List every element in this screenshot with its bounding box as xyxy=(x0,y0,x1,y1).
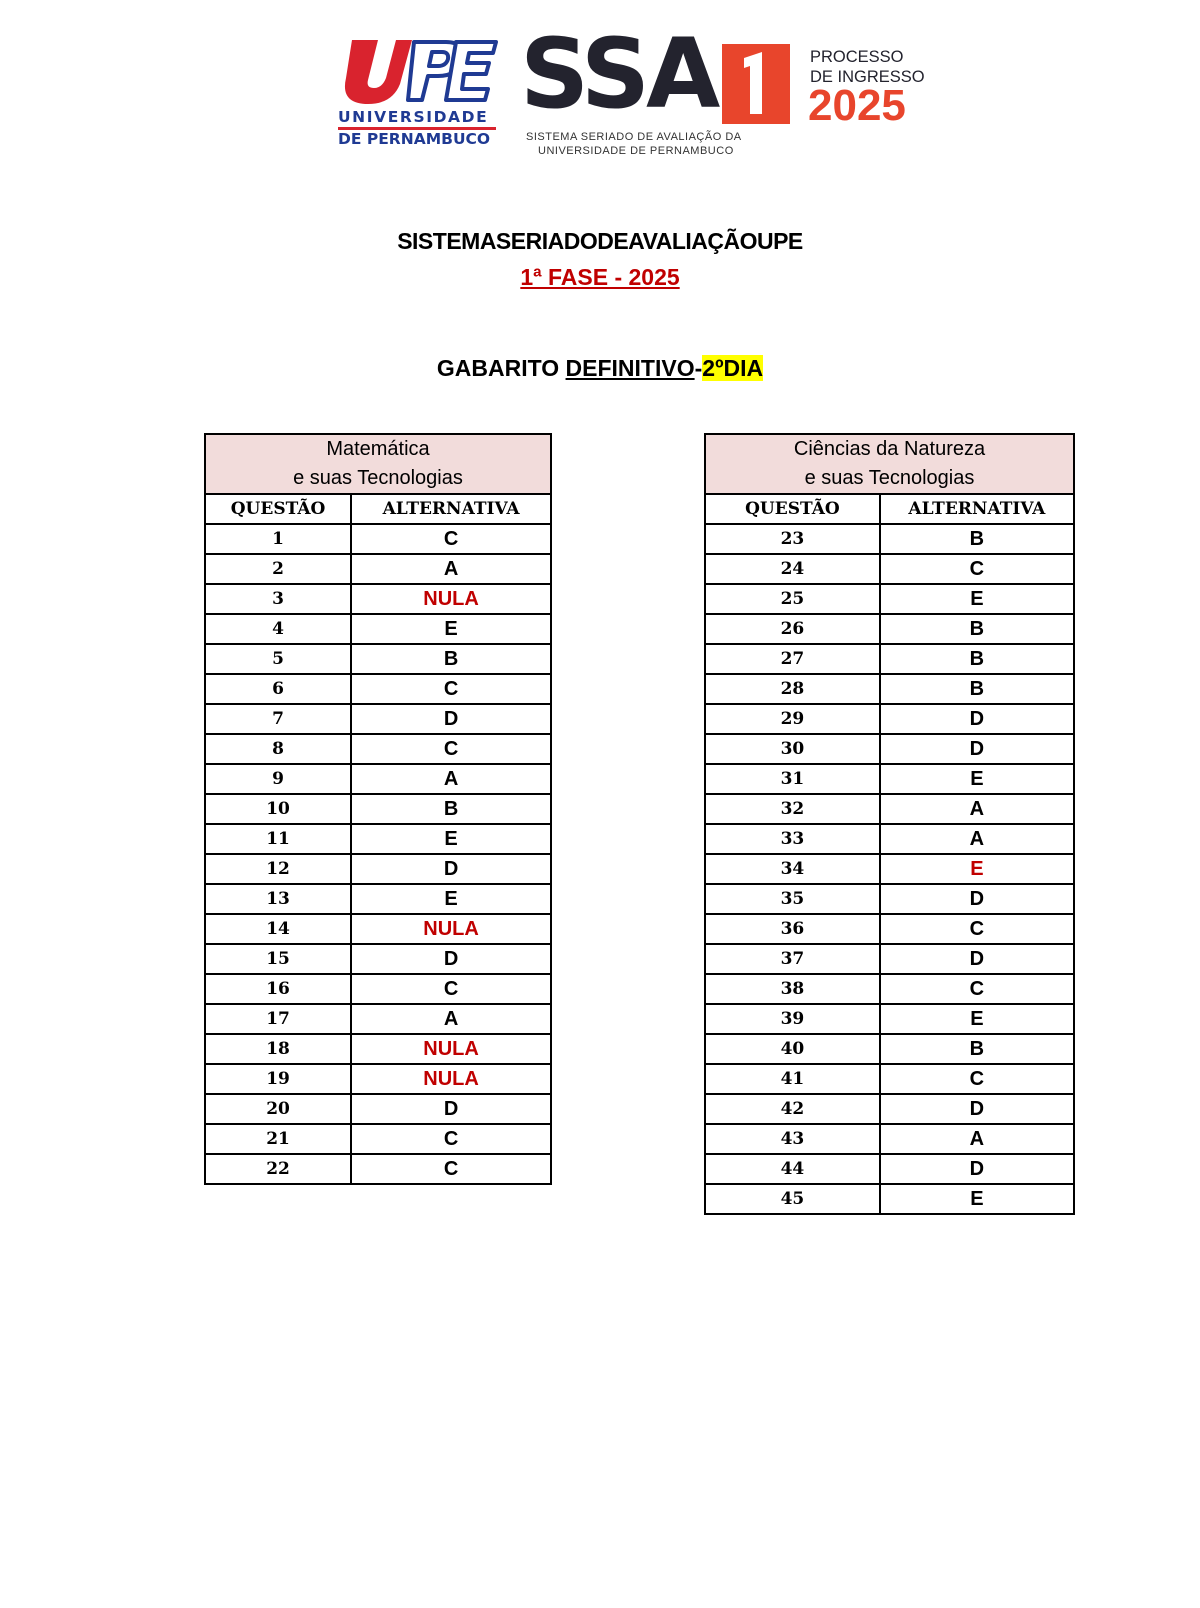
question-number: 28 xyxy=(705,674,880,704)
question-number: 2 xyxy=(205,554,351,584)
question-number: 19 xyxy=(205,1064,351,1094)
answer-alternative-highlighted: NULA xyxy=(351,1034,551,1064)
question-number: 14 xyxy=(205,914,351,944)
upe-logo-line2: DE PERNAMBUCO xyxy=(338,130,491,148)
document-title: SISTEMASERIADODEAVALIAÇÃOUPE xyxy=(397,228,803,254)
answer-table-ciencias xyxy=(704,433,1075,1215)
table-row xyxy=(205,1154,551,1184)
ssa-logo-subtitle-1: SISTEMA SERIADO DE AVALIAÇÃO DA xyxy=(526,131,742,143)
column-header-questao: QUESTÃO xyxy=(705,494,880,524)
table-row xyxy=(205,584,551,614)
answer-alternative: A xyxy=(880,824,1074,854)
table-row xyxy=(705,764,1074,794)
question-number: 9 xyxy=(205,764,351,794)
table-row xyxy=(705,644,1074,674)
table-row xyxy=(705,1124,1074,1154)
table-row xyxy=(705,1154,1074,1184)
answer-alternative-highlighted: NULA xyxy=(351,1064,551,1094)
question-number: 42 xyxy=(705,1094,880,1124)
question-number: 20 xyxy=(205,1094,351,1124)
answer-alternative: D xyxy=(351,944,551,974)
question-number: 37 xyxy=(705,944,880,974)
question-number: 40 xyxy=(705,1034,880,1064)
answer-alternative: B xyxy=(351,794,551,824)
answer-alternative: D xyxy=(880,944,1074,974)
answer-alternative: C xyxy=(351,734,551,764)
table-row xyxy=(205,1034,551,1064)
question-number: 41 xyxy=(705,1064,880,1094)
answer-table-matematica xyxy=(204,433,552,1185)
table-title-line1: Matemática xyxy=(326,438,430,460)
question-number: 25 xyxy=(705,584,880,614)
question-number: 35 xyxy=(705,884,880,914)
question-number: 43 xyxy=(705,1124,880,1154)
table-row xyxy=(705,704,1074,734)
table-row xyxy=(205,914,551,944)
answer-alternative: E xyxy=(880,584,1074,614)
answer-alternative: E xyxy=(351,884,551,914)
answer-alternative: D xyxy=(880,734,1074,764)
ssa-logo-process-1: PROCESSO xyxy=(810,48,904,66)
question-number: 7 xyxy=(205,704,351,734)
question-number: 24 xyxy=(705,554,880,584)
question-number: 22 xyxy=(205,1154,351,1184)
question-number: 12 xyxy=(205,854,351,884)
question-number: 29 xyxy=(705,704,880,734)
table-row xyxy=(705,1064,1074,1094)
table-row xyxy=(205,674,551,704)
answer-alternative: D xyxy=(351,704,551,734)
table-row xyxy=(205,854,551,884)
answer-alternative: D xyxy=(880,1094,1074,1124)
table-row xyxy=(205,884,551,914)
question-number: 11 xyxy=(205,824,351,854)
table-title-line2: e suas Tecnologias xyxy=(804,467,975,489)
table-row xyxy=(205,524,551,554)
answer-alternative: A xyxy=(880,794,1074,824)
answer-alternative: B xyxy=(880,524,1074,554)
table-header xyxy=(705,434,1074,494)
table-header xyxy=(205,434,551,494)
answer-alternative: E xyxy=(351,614,551,644)
column-header-alternativa: ALTERNATIVA xyxy=(880,494,1074,524)
table-row xyxy=(205,734,551,764)
table-row xyxy=(705,974,1074,1004)
answer-alternative: E xyxy=(351,824,551,854)
table-row xyxy=(205,974,551,1004)
question-number: 27 xyxy=(705,644,880,674)
question-number: 3 xyxy=(205,584,351,614)
question-number: 16 xyxy=(205,974,351,1004)
answer-alternative-highlighted: NULA xyxy=(351,914,551,944)
table-row xyxy=(205,794,551,824)
question-number: 6 xyxy=(205,674,351,704)
table-row xyxy=(205,614,551,644)
answer-alternative: D xyxy=(351,854,551,884)
question-number: 26 xyxy=(705,614,880,644)
answer-alternative: B xyxy=(880,644,1074,674)
table-row xyxy=(705,944,1074,974)
answer-alternative: D xyxy=(880,884,1074,914)
question-number: 45 xyxy=(705,1184,880,1214)
answer-alternative: C xyxy=(351,524,551,554)
question-number: 36 xyxy=(705,914,880,944)
table-row xyxy=(205,704,551,734)
answer-alternative-highlighted: E xyxy=(880,854,1074,884)
answer-alternative: A xyxy=(351,764,551,794)
answer-alternative: C xyxy=(351,1154,551,1184)
question-number: 8 xyxy=(205,734,351,764)
ssa-logo-process-2: DE INGRESSO xyxy=(810,68,925,86)
answer-alternative: D xyxy=(880,704,1074,734)
answer-alternative: A xyxy=(880,1124,1074,1154)
question-number: 15 xyxy=(205,944,351,974)
question-number: 39 xyxy=(705,1004,880,1034)
answer-alternative: C xyxy=(880,554,1074,584)
answer-alternative: C xyxy=(351,974,551,1004)
question-number: 5 xyxy=(205,644,351,674)
answer-alternative: D xyxy=(351,1094,551,1124)
table-row xyxy=(705,1094,1074,1124)
table-row xyxy=(705,614,1074,644)
ssa-one-icon xyxy=(722,44,790,124)
table-row xyxy=(705,584,1074,614)
answer-alternative: C xyxy=(880,914,1074,944)
table-row xyxy=(705,884,1074,914)
gabarito-definitivo: DEFINITIVO xyxy=(565,355,695,381)
answer-alternative: E xyxy=(880,1004,1074,1034)
ssa-logo xyxy=(520,18,940,163)
question-number: 38 xyxy=(705,974,880,1004)
table-row xyxy=(205,644,551,674)
question-number: 30 xyxy=(705,734,880,764)
question-number: 44 xyxy=(705,1154,880,1184)
question-number: 23 xyxy=(705,524,880,554)
answer-alternative: B xyxy=(880,614,1074,644)
answer-alternative: C xyxy=(351,674,551,704)
question-number: 31 xyxy=(705,764,880,794)
question-number: 34 xyxy=(705,854,880,884)
upe-logo-line1: UNIVERSIDADE xyxy=(338,108,489,126)
table-row xyxy=(705,854,1074,884)
table-row xyxy=(705,1184,1074,1214)
answer-alternative: E xyxy=(880,764,1074,794)
ssa-logo-year: 2025 xyxy=(808,81,906,130)
gabarito-prefix: GABARITO xyxy=(436,355,560,381)
gabarito-title xyxy=(0,355,1200,382)
question-number: 13 xyxy=(205,884,351,914)
question-number: 10 xyxy=(205,794,351,824)
table-row xyxy=(205,1004,551,1034)
table-row xyxy=(705,824,1074,854)
table-title-line1: Ciências da Natureza xyxy=(793,438,986,460)
table-row xyxy=(205,764,551,794)
table-row xyxy=(705,1004,1074,1034)
answer-alternative: C xyxy=(880,1064,1074,1094)
table-row xyxy=(705,554,1074,584)
table-row xyxy=(205,1124,551,1154)
table-row xyxy=(705,794,1074,824)
phase-text: 1ª FASE - 2025 xyxy=(520,264,680,290)
question-number: 1 xyxy=(205,524,351,554)
table-row xyxy=(205,944,551,974)
table-row xyxy=(705,524,1074,554)
table-row xyxy=(705,914,1074,944)
answer-alternative: B xyxy=(351,644,551,674)
answer-alternative: E xyxy=(880,1184,1074,1214)
gabarito-dash: - xyxy=(694,355,703,381)
answer-alternative: C xyxy=(351,1124,551,1154)
question-number: 4 xyxy=(205,614,351,644)
question-number: 17 xyxy=(205,1004,351,1034)
table-row xyxy=(205,1064,551,1094)
answer-alternative: D xyxy=(880,1154,1074,1184)
question-number: 18 xyxy=(205,1034,351,1064)
answer-alternative: B xyxy=(880,1034,1074,1064)
question-number: 32 xyxy=(705,794,880,824)
phase-title xyxy=(0,264,1200,291)
column-header-questao: QUESTÃO xyxy=(205,494,351,524)
answer-alternative: B xyxy=(880,674,1074,704)
answer-alternative: C xyxy=(880,974,1074,1004)
gabarito-day: 2ºDIA xyxy=(702,355,764,381)
answer-alternative-highlighted: NULA xyxy=(351,584,551,614)
upe-mark-icon xyxy=(338,38,500,106)
table-title-line2: e suas Tecnologias xyxy=(293,467,463,489)
question-number: 21 xyxy=(205,1124,351,1154)
ssa-logo-subtitle-2: UNIVERSIDADE DE PERNAMBUCO xyxy=(538,145,734,157)
table-row xyxy=(205,554,551,584)
column-header-alternativa: ALTERNATIVA xyxy=(351,494,551,524)
ssa-logo-word: SSA xyxy=(520,18,717,130)
answer-alternative: A xyxy=(351,1004,551,1034)
answer-alternative: A xyxy=(351,554,551,584)
table-row xyxy=(705,674,1074,704)
table-row xyxy=(205,824,551,854)
table-row xyxy=(705,734,1074,764)
upe-logo xyxy=(338,38,500,156)
question-number: 33 xyxy=(705,824,880,854)
table-row xyxy=(205,1094,551,1124)
table-row xyxy=(705,1034,1074,1064)
